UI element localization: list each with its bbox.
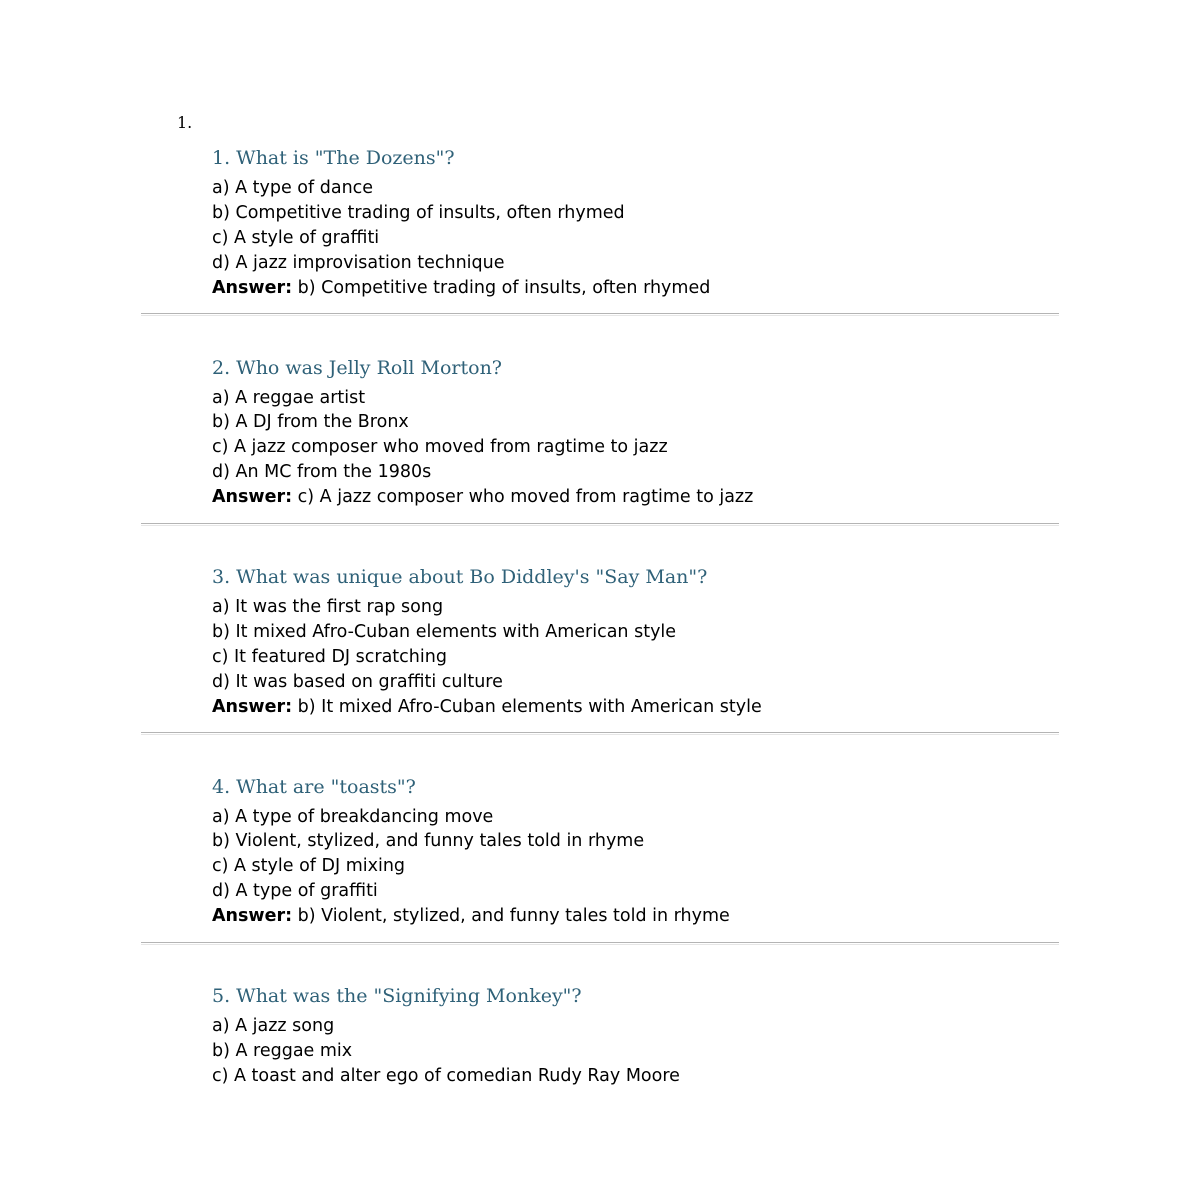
list-number-marker: 1. bbox=[177, 113, 193, 132]
question-block-1 bbox=[0, 140, 1200, 350]
option-c: c) A toast and alter ego of comedian Rudy Ray Moore bbox=[212, 1065, 680, 1086]
answer-text: c) A jazz composer who moved from ragtime to jazz bbox=[297, 487, 754, 508]
option-a: a) A jazz song bbox=[212, 1016, 335, 1036]
option-b: b) A DJ from the Bronx bbox=[212, 412, 409, 433]
answer-line bbox=[212, 904, 730, 929]
answer-line bbox=[212, 485, 753, 510]
option-a: a) A type of dance bbox=[212, 178, 374, 198]
question-title: 3. What was unique about Bo Diddley's "Say Man"? bbox=[212, 566, 708, 588]
options-list bbox=[212, 1014, 680, 1089]
question-title: 1. What is "The Dozens"? bbox=[212, 147, 455, 169]
question-block-2 bbox=[0, 350, 1200, 560]
question-title: 4. What are "toasts"? bbox=[212, 775, 416, 798]
answer-label: Answer: bbox=[212, 277, 293, 298]
options-list bbox=[212, 805, 730, 929]
divider bbox=[141, 732, 1059, 735]
option-a: a) A reggae artist bbox=[212, 387, 366, 408]
answer-text: b) Competitive trading of insults, often rhymed bbox=[297, 277, 711, 298]
question-title: 2. Who was Jelly Roll Morton? bbox=[212, 356, 502, 379]
option-b: b) Competitive trading of insults, often rhymed bbox=[212, 202, 625, 223]
option-a: a) It was the first rap song bbox=[212, 597, 444, 617]
question-title: 5. What was the "Signifying Monkey"? bbox=[212, 985, 582, 1007]
answer-label: Answer: bbox=[212, 487, 293, 508]
option-d: d) It was based on graffiti culture bbox=[212, 671, 503, 692]
option-b: b) A reggae mix bbox=[212, 1040, 353, 1061]
option-c: c) A style of graffiti bbox=[212, 227, 380, 248]
option-c: c) A style of DJ mixing bbox=[212, 856, 406, 877]
divider bbox=[141, 523, 1059, 526]
option-a: a) A type of breakdancing move bbox=[212, 806, 494, 827]
question-block-5 bbox=[0, 978, 1200, 1188]
question-block-3 bbox=[0, 559, 1200, 769]
option-c: c) It featured DJ scratching bbox=[212, 646, 447, 667]
answer-text: b) Violent, stylized, and funny tales told in rhyme bbox=[297, 906, 730, 927]
option-d: d) An MC from the 1980s bbox=[212, 462, 432, 483]
options-list bbox=[212, 386, 753, 510]
option-d: d) A jazz improvisation technique bbox=[212, 252, 505, 273]
answer-text: b) It mixed Afro-Cuban elements with American style bbox=[297, 696, 762, 717]
answer-label: Answer: bbox=[212, 696, 293, 717]
quiz-container bbox=[0, 140, 1200, 1188]
option-b: b) It mixed Afro-Cuban elements with American style bbox=[212, 621, 677, 642]
divider bbox=[141, 942, 1059, 945]
options-list bbox=[212, 176, 710, 300]
options-list bbox=[212, 595, 762, 719]
answer-label: Answer: bbox=[212, 906, 293, 927]
answer-line bbox=[212, 276, 710, 301]
answer-line bbox=[212, 695, 762, 720]
question-block-4 bbox=[0, 769, 1200, 979]
option-c: c) A jazz composer who moved from ragtime to jazz bbox=[212, 437, 668, 458]
option-d: d) A type of graffiti bbox=[212, 881, 378, 902]
option-b: b) Violent, stylized, and funny tales told in rhyme bbox=[212, 831, 645, 852]
divider bbox=[141, 313, 1059, 316]
